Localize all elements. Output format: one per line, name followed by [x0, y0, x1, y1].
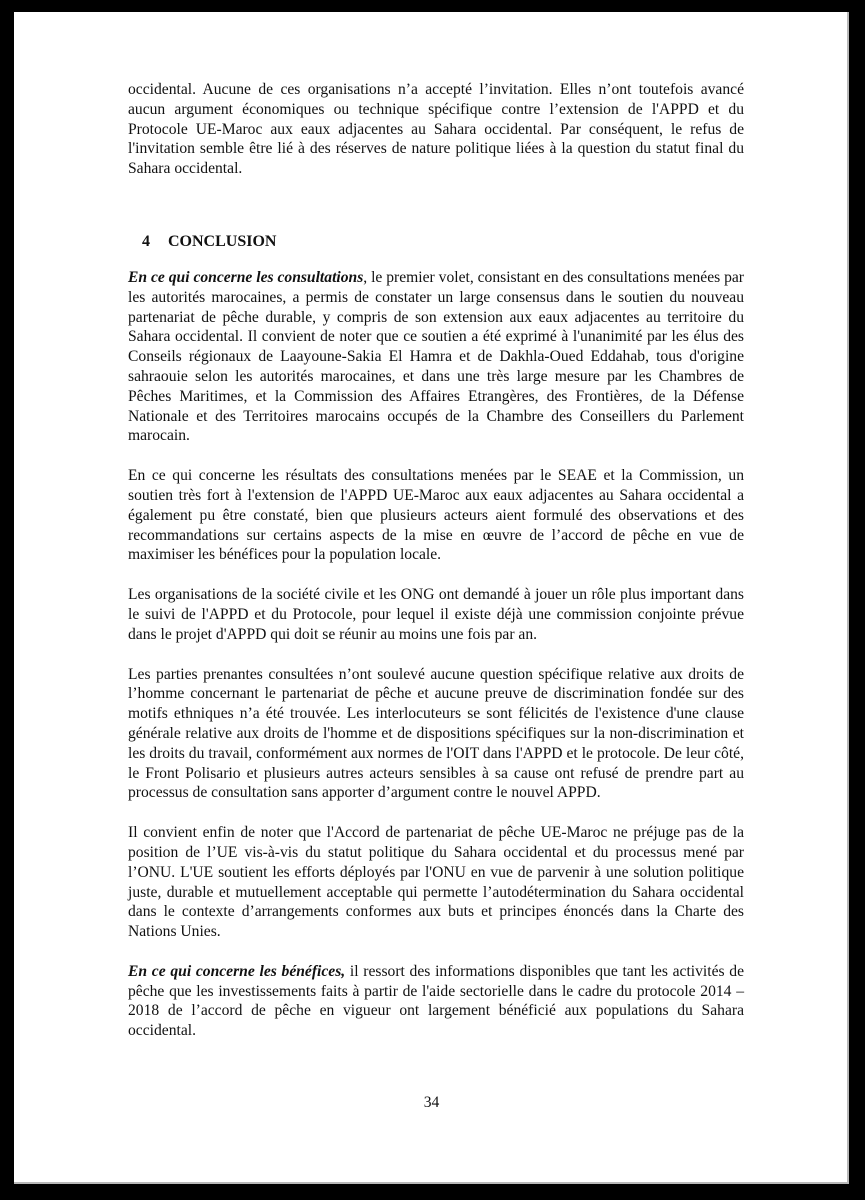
- paragraph-lead: En ce qui concerne les bénéfices,: [128, 962, 346, 980]
- paragraph-benefits: [128, 962, 744, 1041]
- section-number: 4: [142, 232, 150, 250]
- page-number: 34: [423, 1094, 440, 1111]
- section-title: CONCLUSION: [168, 232, 277, 250]
- paragraph-text: il ressort des informations disponibles que tant les activités de pêche que les investissements faits à partir de l'aide sectorielle dans le cadre du protocole 2014 – 2018 de l’accord de pêche en vigueur ont largement bénéficié aux populations du Sahara occidental.: [128, 962, 744, 1040]
- page-content: [128, 80, 744, 1061]
- intro-paragraph: occidental. Aucune de ces organisations n’a accepté l’invitation. Elles n’ont toutefois avancé aucun argument économiques ou technique spécifique contre l’extension de l'APPD et du Protocole UE-Maroc aux eaux adjacentes au Sahara occidental. Par conséquent, le refus de l'invitation semble être lié à des réserves de nature politique liées à la question du statut final du Sahara occidental.: [128, 81, 744, 178]
- paragraph-lead: En ce qui concerne les consultations: [128, 268, 364, 286]
- paragraph-text: , le premier volet, consistant en des consultations menées par les autorités marocaines, a permis de constater un large consensus dans le soutien du nouveau partenariat de pêche durable, y compris de son extension aux eaux adjacentes au territoire du Sahara occidental. Il convient de noter que ce soutien a été exprimé à l'unanimité par les élus des Conseils régionaux de Laayoune-Sakia El Hamra et de Dakhla-Oued Eddahab, tous d'origine sahraouie selon les autorités marocaines, et dans une très large mesure par les Chambres de Pêches Maritimes, et la Commission des Affaires Etrangères, des Frontières, de la Défense Nationale et des Territoires marocains occupés de la Chambre des Conseillers du Parlement marocain.: [128, 268, 744, 445]
- document-page: [14, 12, 849, 1184]
- paragraph-consultations: [128, 268, 744, 446]
- paragraph-human-rights: Les parties prenantes consultées n’ont soulevé aucune question spécifique relative aux droits de l’homme concernant le partenariat de pêche et aucune preuve de discrimination fondée sur des motifs ethniques n’a été trouvée. Les interlocuteurs se sont félicités de l'existence d'une clause générale relative aux droits de l'homme et de dispositions spécifiques sur la non-discrimination et les droits du travail, conformément aux normes de l'OIT dans l'APPD et le protocole. De leur côté, le Front Polisario et plusieurs autres acteurs sensibles à sa cause ont refusé de prendre part au processus de consultation sans apporter d’argument contre le nouvel APPD.: [128, 665, 744, 802]
- section-heading: [142, 232, 744, 252]
- paragraph-un-position: Il convient enfin de noter que l'Accord de partenariat de pêche UE-Maroc ne préjuge pas de la position de l’UE vis-à-vis du statut politique du Sahara occidental et du processus mené par l’ONU. L'UE soutient les efforts déployés par l'ONU en vue de parvenir à une solution politique juste, durable et mutuellement acceptable qui permette l’autodétermination du Sahara occidental dans le contexte d’arrangements conformes aux buts et principes énoncés dans la Charte des Nations Unies.: [128, 824, 744, 941]
- paragraph-results: En ce qui concerne les résultats des consultations menées par le SEAE et la Commission, un soutien très fort à l'extension de l'APPD UE-Maroc aux eaux adjacentes au Sahara occidental a également pu être constaté, bien que plusieurs acteurs aient formulé des observations et des recommandations sur certains aspects de la mise en œuvre de l’accord de pêche en vue de maximiser les bénéfices pour la population locale.: [128, 467, 744, 564]
- paragraph-civil-society: Les organisations de la société civile et les ONG ont demandé à jouer un rôle plus important dans le suivi de l'APPD et du Protocole, pour lequel il existe déjà une commission conjointe prévue dans le projet d'APPD qui doit se réunir au moins une fois par an.: [128, 586, 744, 643]
